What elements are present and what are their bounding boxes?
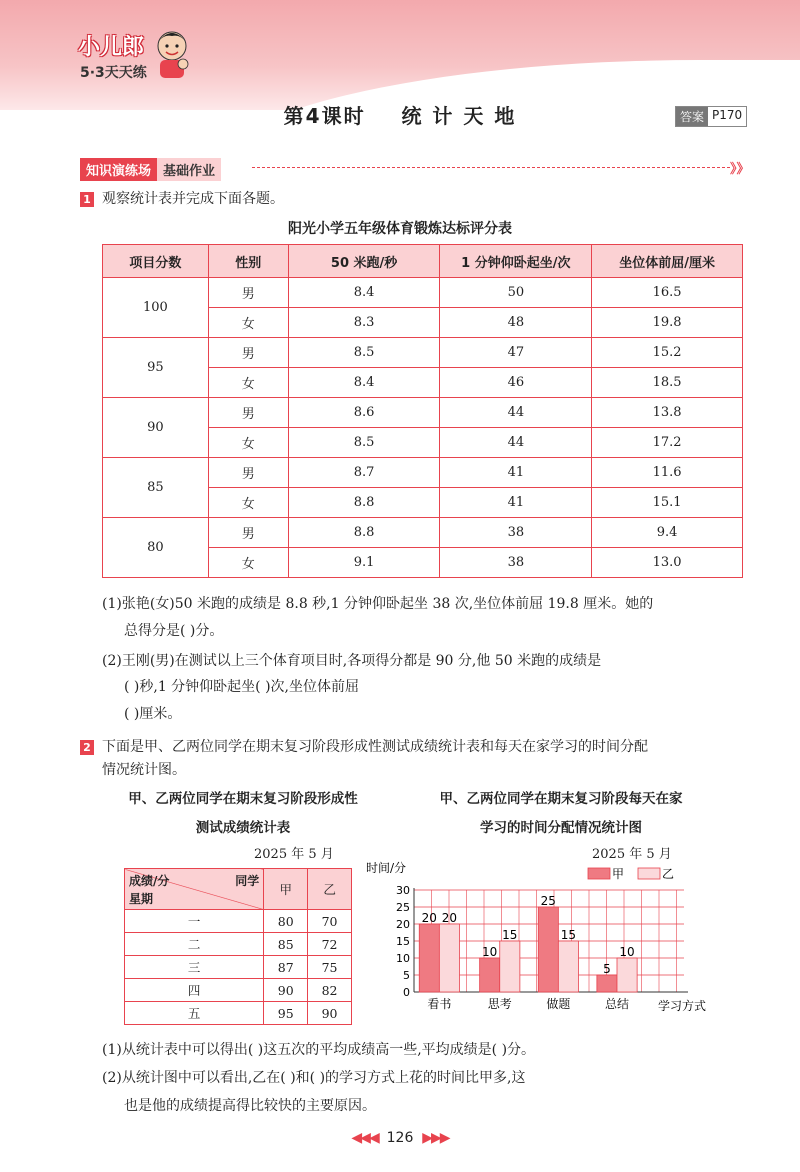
table-cell: 女 (208, 368, 288, 398)
x-tick-label: 思考 (487, 997, 512, 1011)
table-cell: 17.2 (592, 428, 743, 458)
table-row (125, 910, 352, 933)
weekly-score-table (124, 868, 352, 1025)
table-cell: 8.7 (288, 458, 440, 488)
score-cell: 80 (103, 518, 209, 578)
table-cell: 15.1 (592, 488, 743, 518)
question-1 (80, 188, 284, 208)
question-number: 2 (80, 740, 94, 755)
q2-sub1: (1)从统计表中可以得出( )这五次的平均成绩高一些,平均成绩是( )分。 (102, 1042, 536, 1058)
table-cell: 46 (440, 368, 592, 398)
table-cell: 男 (208, 278, 288, 308)
table-cell: 男 (208, 398, 288, 428)
q2-sub2-line2: 也是他的成绩提高得比较快的主要原因。 (124, 1098, 376, 1114)
answer-label: 答案 (676, 107, 708, 126)
table-cell: 80 (264, 910, 308, 933)
bar-value-label: 15 (502, 928, 518, 942)
question-text-line2: 情况统计图。 (102, 762, 186, 778)
corner-label: 成绩/分 (129, 874, 170, 888)
fitness-score-table (102, 244, 743, 578)
table-header-cell: 50 米跑/秒 (288, 245, 440, 278)
bar-value-label: 15 (560, 928, 577, 942)
q1-sub2-line1: (2)王刚(男)在测试以上三个体育项目时,各项得分都是 90 分,他 50 米跑的成绩是 (102, 653, 602, 669)
table-cell: 一 (125, 910, 264, 933)
legend-swatch (588, 868, 610, 879)
bar-value-label: 5 (603, 962, 611, 976)
table-cell: 50 (440, 278, 592, 308)
mascot-icon (152, 28, 192, 80)
chart-title-line1: 甲、乙两位同学在期末复习阶段每天在家 (439, 791, 683, 807)
table-row (103, 518, 743, 548)
table-cell: 41 (440, 488, 592, 518)
table-row (125, 979, 352, 1002)
table-cell: 二 (125, 933, 264, 956)
x-tick-label: 总结 (604, 997, 630, 1011)
table-cell: 16.5 (592, 278, 743, 308)
y-tick-label: 15 (396, 935, 410, 948)
section-arrow-icon: 》》 (730, 162, 750, 177)
table-row (103, 338, 743, 368)
table-cell: 五 (125, 1002, 264, 1025)
bar (500, 941, 520, 992)
table-cell: 8.6 (288, 398, 440, 428)
table-cell: 8.3 (288, 308, 440, 338)
bar-value-label: 20 (441, 911, 458, 925)
table-header-cell: 项目分数 (103, 245, 209, 278)
q2-sub2-line1: (2)从统计图中可以看出,乙在( )和( )的学习方式上花的时间比甲多,这 (102, 1070, 526, 1086)
table-cell: 女 (208, 428, 288, 458)
q1-sub1-line2: 总得分是( )分。 (124, 623, 224, 639)
table-row (125, 956, 352, 979)
table-row (125, 1002, 352, 1025)
section-tag-basic: 基础作业 (157, 158, 221, 181)
answer-reference (675, 106, 747, 127)
y-tick-label: 10 (396, 952, 410, 965)
table-cell: 8.5 (288, 338, 440, 368)
table-cell: 95 (264, 1002, 308, 1025)
table-row (103, 278, 743, 308)
bar-value-label: 20 (421, 911, 437, 925)
score-table-date: 2025 年 5 月 (254, 847, 334, 862)
score-cell: 100 (103, 278, 209, 338)
table-caption: 阳光小学五年级体育锻炼达标评分表 (288, 221, 512, 237)
lesson-title: 统 计 天 地 (401, 104, 517, 128)
table-header-row (103, 245, 743, 278)
bar (538, 907, 558, 992)
table-cell: 90 (308, 1002, 352, 1025)
q1-sub1-line1: (1)张艳(女)50 米跑的成绩是 8.8 秒,1 分钟仰卧起坐 38 次,坐位体前屈 19.8 厘米。她的 (102, 596, 654, 612)
section-header (80, 158, 221, 181)
diagonal-header-cell (125, 869, 264, 910)
table-cell: 19.8 (592, 308, 743, 338)
y-tick-label: 20 (396, 918, 410, 931)
bar (480, 958, 500, 992)
table-cell: 13.0 (592, 548, 743, 578)
bar-value-label: 10 (619, 945, 635, 959)
table-cell: 82 (308, 979, 352, 1002)
table-cell: 三 (125, 956, 264, 979)
answer-page: P170 (712, 108, 743, 122)
y-tick-label: 30 (396, 884, 410, 897)
table-row (103, 458, 743, 488)
table-cell: 47 (440, 338, 592, 368)
chart-date: 2025 年 5 月 (592, 847, 672, 862)
y-tick-label: 25 (396, 901, 410, 914)
score-cell: 85 (103, 458, 209, 518)
table-cell: 75 (308, 956, 352, 979)
table-header-cell: 性别 (208, 245, 288, 278)
corner-label: 星期 (129, 892, 154, 906)
question-text-line1: 下面是甲、乙两位同学在期末复习阶段形成性测试成绩统计表和每天在家学习的时间分配 (102, 739, 648, 755)
table-cell: 15.2 (592, 338, 743, 368)
question-text: 观察统计表并完成下面各题。 (102, 191, 284, 207)
table-cell: 男 (208, 518, 288, 548)
table-header-cell: 甲 (264, 869, 308, 910)
table-cell: 女 (208, 548, 288, 578)
y-tick-label: 0 (403, 986, 410, 999)
section-tag-practice: 知识演练场 (80, 158, 157, 181)
page-footer (0, 1130, 800, 1146)
corner-label: 同学 (235, 874, 260, 888)
prev-arrows-icon: ◀◀◀ (351, 1130, 378, 1146)
table-cell: 44 (440, 428, 592, 458)
table-header-cell: 1 分钟仰卧起坐/次 (440, 245, 592, 278)
chart-title-line2: 学习的时间分配情况统计图 (480, 820, 642, 836)
table-cell: 男 (208, 458, 288, 488)
table-cell: 48 (440, 308, 592, 338)
bar-value-label: 25 (540, 894, 556, 908)
brand-subtitle: 5·3天天练 (80, 65, 147, 81)
table-cell: 13.8 (592, 398, 743, 428)
section-divider (252, 167, 730, 168)
brand-logo: 小儿郎 (78, 35, 145, 60)
table-cell: 38 (440, 518, 592, 548)
x-tick-label: 看书 (427, 997, 452, 1011)
table-row (125, 933, 352, 956)
table-cell: 87 (264, 956, 308, 979)
score-table-caption-2: 测试成绩统计表 (195, 820, 291, 836)
page-number: 126 (386, 1130, 414, 1146)
table-cell: 85 (264, 933, 308, 956)
bar (419, 924, 439, 992)
question-number: 1 (80, 192, 94, 207)
table-cell: 18.5 (592, 368, 743, 398)
score-table-caption-1: 甲、乙两位同学在期末复习阶段形成性 (128, 791, 358, 807)
q1-sub2-line2: ( )秒,1 分钟仰卧起坐( )次,坐位体前屈 (124, 679, 360, 695)
legend-label: 甲 (612, 867, 625, 881)
table-cell: 四 (125, 979, 264, 1002)
table-cell: 8.4 (288, 278, 440, 308)
y-axis-label: 时间/分 (366, 861, 407, 875)
table-header-cell: 坐位体前屈/厘米 (592, 245, 743, 278)
bar (617, 958, 637, 992)
table-cell: 70 (308, 910, 352, 933)
table-cell: 72 (308, 933, 352, 956)
table-cell: 38 (440, 548, 592, 578)
bar (439, 924, 459, 992)
x-axis-label: 学习方式 (658, 999, 707, 1013)
table-cell: 9.4 (592, 518, 743, 548)
lesson-number: 第4课时 (283, 104, 366, 128)
table-cell: 44 (440, 398, 592, 428)
y-tick-label: 5 (403, 969, 410, 982)
bar-value-label: 10 (482, 945, 498, 959)
table-cell: 女 (208, 488, 288, 518)
table-cell: 女 (208, 308, 288, 338)
table-cell: 11.6 (592, 458, 743, 488)
q1-sub2-line3: ( )厘米。 (124, 706, 182, 722)
table-row (103, 398, 743, 428)
x-tick-label: 做题 (546, 997, 571, 1011)
bar (558, 941, 578, 992)
table-cell: 9.1 (288, 548, 440, 578)
legend-label: 乙 (662, 867, 675, 881)
table-header-row (125, 869, 352, 910)
table-cell: 8.5 (288, 428, 440, 458)
score-cell: 95 (103, 338, 209, 398)
table-cell: 8.8 (288, 488, 440, 518)
bar (597, 975, 617, 992)
next-arrows-icon: ▶▶▶ (422, 1130, 449, 1146)
score-cell: 90 (103, 398, 209, 458)
study-time-bar-chart (366, 858, 746, 1018)
table-cell: 男 (208, 338, 288, 368)
table-header-cell: 乙 (308, 869, 352, 910)
table-cell: 8.4 (288, 368, 440, 398)
table-cell: 8.8 (288, 518, 440, 548)
legend-swatch (638, 868, 660, 879)
table-cell: 41 (440, 458, 592, 488)
table-cell: 90 (264, 979, 308, 1002)
question-2 (80, 736, 648, 756)
